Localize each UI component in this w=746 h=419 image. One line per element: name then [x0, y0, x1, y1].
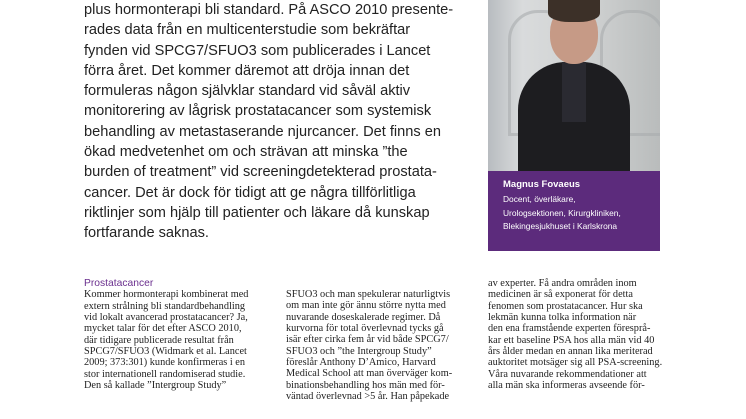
column-line: SFUO3 och ”the Intergroup Study”	[286, 345, 432, 357]
column-line: fenomen som prostatacancer. Hur ska	[488, 300, 643, 312]
author-photo	[488, 0, 660, 171]
lead-line: monitorering av lågrisk prostatacancer som systemisk	[84, 103, 432, 120]
column-line: alla män ska informeras avseende för-	[488, 380, 645, 392]
lead-line: burden of treatment” vid screeningdetekterad prostata-	[84, 164, 437, 181]
column-line: Medical School att man överväger kom-	[286, 368, 453, 380]
lead-line: ökad medvetenhet om och strävan att minska ”the	[84, 144, 408, 161]
lead-line: fynden vid SPCG7/SFUO3 som publicerades i Lancet	[84, 42, 431, 59]
lead-line: förra året. Det kommer däremot att dröja innan det	[84, 62, 410, 79]
lead-line: rades data från en multicenterstudie som bekräftar	[84, 22, 411, 39]
column-line: medicinen är så exponerat för detta	[488, 289, 633, 301]
column-line: av experter. Få andra områden inom	[488, 278, 637, 289]
column-line: väntad överlevnad >5 år. Han påpekade	[286, 391, 450, 403]
column-line: vid lokalt avancerad prostatacancer? Ja,	[84, 312, 248, 324]
lead-line: plus hormonterapi bli standard. På ASCO 2010 presente-	[84, 2, 454, 18]
lead-line: behandling av metastaserande njurcancer. Det finns en	[84, 123, 441, 140]
body-column-2	[286, 289, 476, 402]
body-column-3	[488, 278, 678, 391]
column-line: extern strålning bli standardbehandling	[84, 300, 245, 312]
section-heading: Prostatacancer	[84, 278, 154, 289]
column-line: lekmän kunna tolka information när	[488, 312, 637, 324]
column-line: SFUO3 och man spekulerar naturligtvis	[286, 289, 451, 300]
photo-person-shirt	[562, 62, 586, 122]
column-line: stor internationell randomiserad studie.	[84, 368, 246, 380]
column-line: Våra nuvarande rekommendationer att	[488, 368, 647, 380]
column-line: mycket talar för det efter ASCO 2010,	[84, 323, 242, 335]
column-line: där tidigare publicerade resultat från	[84, 334, 234, 346]
lead-line: formuleras någon självklar standard vid såväl aktiv	[84, 83, 411, 100]
lead-line: fortfarande saknas.	[84, 225, 209, 242]
column-line: föreslår Anthony D’Amico, Harvard	[286, 357, 436, 369]
column-line: Den så kallade ”Intergroup Study”	[84, 380, 227, 392]
lead-line: cancer. Det är dock för tidigt att ge några tillförlitliga	[84, 184, 416, 201]
affiliation-line: Blekingesjukhuset i Karlskrona	[503, 221, 618, 232]
body-column-1	[84, 278, 274, 391]
column-line: isär efter cirka fem år vid både SPCG7/	[286, 334, 449, 346]
lead-line: riktlinjer som hjälp till patienter och läkare då kunskap	[84, 204, 430, 221]
affiliation-line: Docent, överläkare,	[503, 194, 576, 204]
column-line: Kommer hormonterapi kombinerat med	[84, 289, 249, 301]
column-line: års ålder medan en annan lika meriterad	[488, 346, 653, 358]
photo-person-hair	[548, 0, 600, 22]
column-line: auktoritet motsäger sig all PSA-screening.	[488, 357, 663, 369]
column-line: den ena framstående experten föresprå-	[488, 323, 651, 335]
column-line: SPCG7/SFUO3 (Widmark et al. Lancet	[84, 346, 247, 358]
author-name: Magnus Fovaeus	[503, 179, 581, 190]
affiliation-line: Urologsektionen, Kirurgkliniken,	[503, 207, 621, 218]
column-line: 2009; 373:301) kunde konfirmeras i en	[84, 357, 245, 369]
column-line: nuvarande doseskalerade regimer. Då	[286, 311, 441, 323]
column-line: om man inte gör ännu större nytta med	[286, 300, 446, 312]
lead-paragraph	[84, 0, 479, 244]
column-line: kurvorna för total överlevnad tycks gå	[286, 323, 444, 335]
column-line: binationsbehandling hos män med för-	[286, 379, 445, 391]
author-affiliation	[503, 193, 658, 234]
column-line: kar ett baseline PSA hos alla män vid 40	[488, 334, 655, 346]
